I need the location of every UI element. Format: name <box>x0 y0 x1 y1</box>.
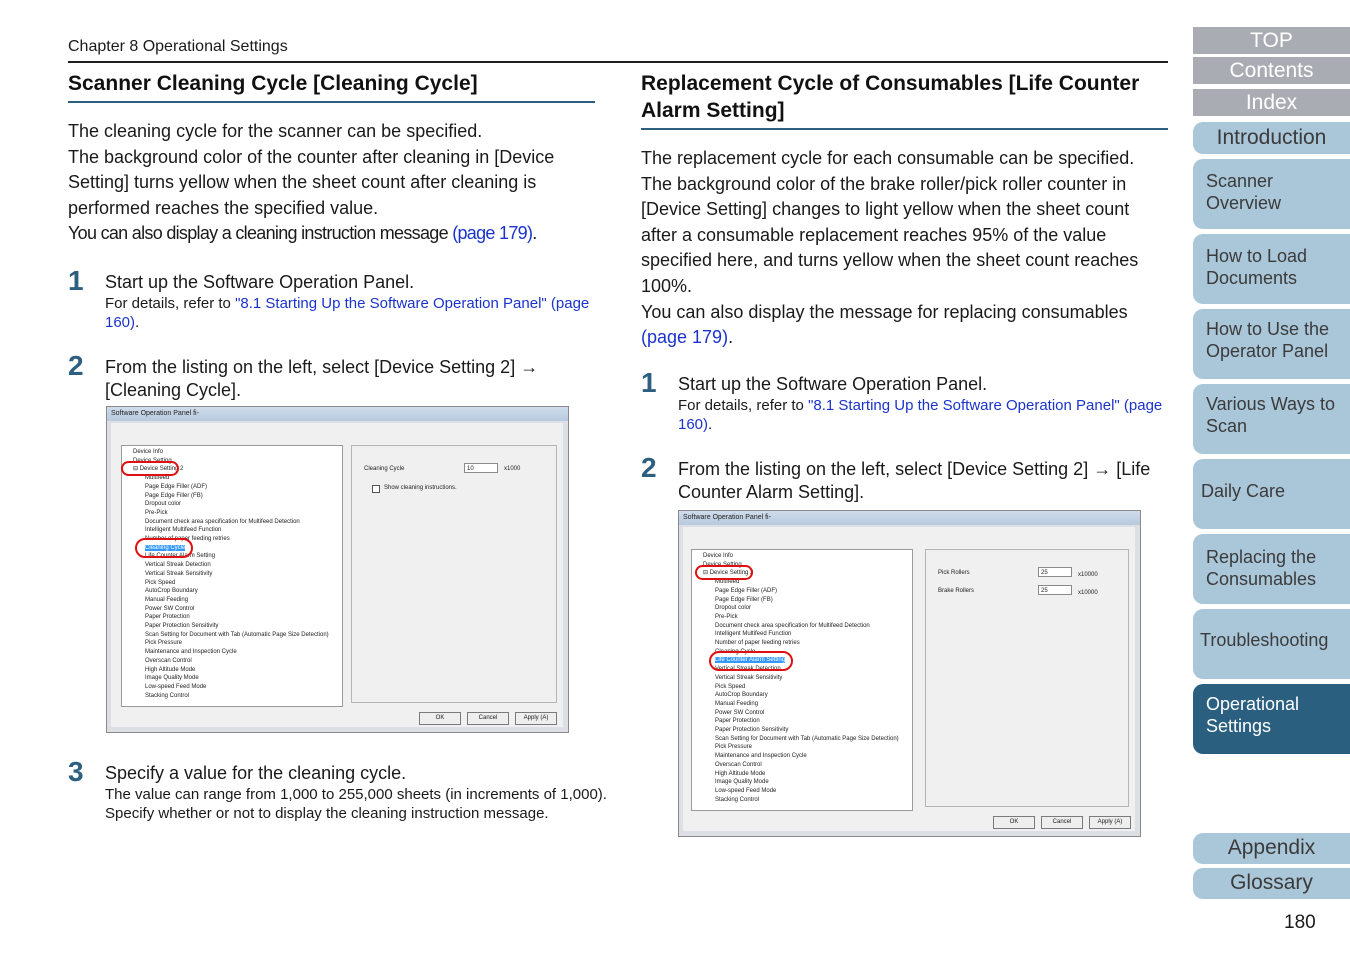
tree-item[interactable] <box>125 692 339 701</box>
highlight-ring <box>709 648 793 671</box>
tree-item-label: High Altitude Mode <box>715 770 766 777</box>
right-column <box>641 70 1168 504</box>
right-intro-3 <box>641 300 1168 351</box>
tree-item-label: Page Edge Filler (FB) <box>715 596 773 603</box>
left-note-text: You can also display a cleaning instruction message <box>68 223 453 244</box>
tree-item[interactable] <box>695 604 909 613</box>
tree-item[interactable] <box>125 648 339 657</box>
window-title: Software Operation Panel fi- <box>107 407 568 421</box>
nav-section-troubleshooting[interactable]: Troubleshooting <box>1193 609 1350 679</box>
right-step-1 <box>641 366 1168 434</box>
tree-item-label: Device Setting <box>133 457 172 464</box>
tree-item[interactable] <box>125 674 339 683</box>
tree-item-label: Overscan Control <box>145 657 192 664</box>
tree-item-label: Low-speed Feed Mode <box>145 683 207 690</box>
settings-tree[interactable] <box>691 549 913 811</box>
tree-item[interactable] <box>695 683 909 692</box>
left-note-end: . <box>532 223 537 244</box>
tree-item-label: Image Quality Mode <box>145 675 199 682</box>
tree-item-label: Number of paper feeding retries <box>145 536 230 543</box>
step-number: 2 <box>68 350 84 382</box>
left-step-1 <box>68 265 595 332</box>
tree-item-label: Multifeed <box>145 475 170 482</box>
right-intro-end: . <box>728 327 734 348</box>
tree-item[interactable] <box>695 630 909 639</box>
step-detail-post: . <box>708 415 713 433</box>
step-detail <box>105 294 595 332</box>
apply-button[interactable]: Apply (A) <box>1089 816 1131 829</box>
tree-item[interactable] <box>695 787 909 796</box>
nav-section-ways-to-scan[interactable]: Various Ways to Scan <box>1193 384 1350 454</box>
checkbox-label: Show cleaning instructions. <box>384 485 457 491</box>
nav-top-button[interactable]: TOP <box>1193 27 1350 54</box>
nav-section-daily-care[interactable]: Daily Care <box>1193 459 1350 529</box>
tree-item-label: Page Edge Filler (ADF) <box>715 587 778 594</box>
ok-button[interactable]: OK <box>993 816 1035 829</box>
right-intro-link[interactable]: (page 179) <box>641 327 729 348</box>
left-intro-1: The cleaning cycle for the scanner can be specified. <box>68 121 483 141</box>
field-label: Cleaning Cycle <box>364 466 405 472</box>
apply-button[interactable]: Apply (A) <box>515 712 557 725</box>
tree-item-label: Paper Protection Sensitivity <box>145 623 219 630</box>
step-title: Specify a value for the cleaning cycle. <box>105 763 407 783</box>
tree-item[interactable] <box>125 570 339 579</box>
tree-item-label: Page Edge Filler (ADF) <box>145 483 208 490</box>
tree-item[interactable] <box>125 639 339 648</box>
nav-index-button[interactable]: Index <box>1193 89 1350 116</box>
step-detail-pre: For details, refer to <box>105 295 236 313</box>
tree-item-label: Life Counter Alarm Setting <box>715 657 786 664</box>
nav-section-operational-settings[interactable]: Operational Settings <box>1193 684 1350 754</box>
step-detail-pre: For details, refer to <box>678 396 809 414</box>
left-step-2 <box>68 350 595 402</box>
tree-item[interactable] <box>695 639 909 648</box>
tree-item-label: AutoCrop Boundary <box>715 692 768 699</box>
pick-rollers-input[interactable]: 25 <box>1038 567 1072 577</box>
left-section-title: Scanner Cleaning Cycle [Cleaning Cycle] <box>68 72 478 95</box>
left-step-3 <box>68 756 632 823</box>
tree-item-label: Document check area specification for Multifeed Detection <box>715 622 870 629</box>
step-detail: The value can range from 1,000 to 255,000 sheets (in increments of 1,000). <box>105 786 607 803</box>
tree-item-label: Number of paper feeding retries <box>715 640 800 647</box>
right-intro-1: The replacement cycle for each consumable can be specified. <box>641 148 1135 168</box>
settings-panel <box>351 445 557 703</box>
tree-item-label: Paper Protection <box>145 614 190 621</box>
tree-item-label: Pick Speed <box>715 683 746 690</box>
step-detail-link[interactable]: "8.1 Starting Up the Software Operation Panel" (page 160) <box>105 295 590 332</box>
tree-item-label: Vertical Streak Sensitivity <box>145 570 213 577</box>
tree-item-label: Vertical Streak Detection <box>715 666 781 673</box>
tree-item-label: Cleaning Cycle <box>715 648 756 655</box>
tree-item[interactable] <box>695 770 909 779</box>
tree-item[interactable] <box>125 579 339 588</box>
tree-item-label: Pick Pressure <box>715 744 753 751</box>
left-column <box>68 70 595 402</box>
left-note-link[interactable]: (page 179) <box>452 223 533 244</box>
brake-rollers-input[interactable]: 25 <box>1038 585 1072 595</box>
cancel-button[interactable]: Cancel <box>467 712 509 725</box>
nav-introduction[interactable]: Introduction <box>1193 122 1350 154</box>
step-number: 1 <box>68 265 84 297</box>
tree-item[interactable] <box>125 518 339 527</box>
tree-item[interactable] <box>695 743 909 752</box>
field-unit: x10000 <box>1078 590 1098 596</box>
tree-item[interactable] <box>125 622 339 631</box>
tree-item[interactable] <box>125 587 339 596</box>
tree-item-label: Cleaning Cycle <box>145 544 186 551</box>
cancel-button[interactable]: Cancel <box>1041 816 1083 829</box>
tree-item-label: Page Edge Filler (FB) <box>145 492 203 499</box>
settings-panel <box>925 549 1129 807</box>
tree-item-label: Life Counter Alarm Setting <box>145 553 216 560</box>
step-title: From the listing on the left, select [Device Setting 2] → [Life Counter Alarm Setting]. <box>678 458 1151 502</box>
tree-item-label: Image Quality Mode <box>715 779 769 786</box>
tree-item-label: Device Info <box>133 449 164 455</box>
tree-item-label: Vertical Streak Detection <box>145 562 211 569</box>
right-step-2 <box>641 451 1168 504</box>
tree-item[interactable] <box>125 596 339 605</box>
tree-item[interactable] <box>695 735 909 744</box>
tree-item[interactable] <box>125 448 339 457</box>
tree-item-label: Paper Protection Sensitivity <box>715 727 789 734</box>
tree-item[interactable] <box>125 509 339 518</box>
tree-item-label: Intelligent Multifeed Function <box>145 527 222 534</box>
settings-tree[interactable] <box>121 445 343 707</box>
tree-item-label: Dropout color <box>715 605 752 612</box>
tree-item-label: Low-speed Feed Mode <box>715 787 777 794</box>
tree-item-label: Device Setting <box>703 561 742 568</box>
tree-item-label: Overscan Control <box>715 761 762 768</box>
tree-item[interactable] <box>695 726 909 735</box>
tree-item-label: Multifeed <box>715 579 740 586</box>
highlight-ring <box>121 461 179 476</box>
right-intro-3-text: You can also display the message for replacing consumables <box>641 301 1128 322</box>
step-detail: Specify whether or not to display the cleaning instruction message. <box>105 805 549 822</box>
pick-rollers-label: Pick Rollers <box>938 570 970 576</box>
right-title-rule <box>641 128 1168 130</box>
step-title: Start up the Software Operation Panel. <box>105 272 415 293</box>
tree-item[interactable] <box>695 761 909 770</box>
life-counter-screenshot <box>678 510 1141 837</box>
field-unit: x1000 <box>504 466 521 472</box>
tree-item-label: Paper Protection <box>715 718 760 725</box>
tree-item[interactable] <box>125 526 339 535</box>
nav-appendix-button[interactable]: Appendix <box>1193 833 1350 864</box>
tree-item[interactable] <box>695 778 909 787</box>
tree-item[interactable] <box>695 552 909 561</box>
tree-item-label: Maintenance and Inspection Cycle <box>145 649 237 656</box>
brake-rollers-label: Brake Rollers <box>938 588 975 594</box>
tree-item[interactable] <box>695 622 909 631</box>
tree-item[interactable] <box>695 691 909 700</box>
tree-item[interactable] <box>695 674 909 683</box>
tree-item-label: Manual Feeding <box>715 700 759 707</box>
tree-item[interactable] <box>695 752 909 761</box>
ok-button[interactable]: OK <box>419 712 461 725</box>
tree-item[interactable] <box>695 796 909 805</box>
step-number: 3 <box>68 756 84 787</box>
tree-item-label: Pick Speed <box>145 579 176 586</box>
tree-item[interactable] <box>695 700 909 709</box>
tree-item[interactable] <box>125 657 339 666</box>
tree-item[interactable] <box>125 500 339 509</box>
show-instructions-checkbox[interactable] <box>372 485 380 493</box>
highlight-ring <box>695 565 753 580</box>
cleaning-cycle-screenshot <box>106 406 569 733</box>
step-title: Start up the Software Operation Panel. <box>678 373 988 394</box>
step-detail <box>678 396 1168 434</box>
tree-item-label: Vertical Streak Sensitivity <box>715 674 783 681</box>
tree-item-label: Intelligent Multifeed Function <box>715 631 792 638</box>
nav-section-scanner-overview[interactable]: Scanner Overview <box>1193 159 1350 229</box>
nav-section-operator-panel[interactable]: How to Use the Operator Panel <box>1193 309 1350 379</box>
step-title: From the listing on the left, select [Device Setting 2] → [Cleaning Cycle]. <box>105 357 539 401</box>
window-title: Software Operation Panel fi- <box>679 511 1140 525</box>
tree-item-label: Power SW Control <box>715 709 765 716</box>
step-number: 1 <box>641 366 657 398</box>
chapter-header: Chapter 8 Operational Settings <box>68 38 288 55</box>
nav-glossary-button[interactable]: Glossary <box>1193 868 1350 899</box>
tree-item[interactable] <box>125 605 339 614</box>
tree-item[interactable] <box>695 587 909 596</box>
left-intro-2: The background color of the counter after cleaning in [Device Setting] turns yellow when the sheet count after cleaning is performed reaches the specified value. <box>68 146 555 218</box>
tree-item[interactable] <box>695 596 909 605</box>
step-detail-post: . <box>135 314 140 332</box>
tree-item[interactable] <box>695 613 909 622</box>
tree-item-label: Stacking Control <box>145 692 190 699</box>
tree-item[interactable] <box>125 483 339 492</box>
tree-item-label: Pre-Pick <box>715 613 738 620</box>
right-section-title: Replacement Cycle of Consumables [Life Counter Alarm Setting] <box>641 72 1140 122</box>
cleaning-cycle-input[interactable]: 10 <box>464 463 498 473</box>
tree-item-label: Power SW Control <box>145 605 195 612</box>
page-number: 180 <box>1284 912 1316 933</box>
tree-item-label: Pick Pressure <box>145 640 183 647</box>
tree-item-label: Device Info <box>703 553 734 559</box>
left-title-rule <box>68 101 595 103</box>
tree-item-label: Manual Feeding <box>145 596 189 603</box>
nav-contents-button[interactable]: Contents <box>1193 57 1350 84</box>
step-detail-link[interactable]: "8.1 Starting Up the Software Operation Panel" (page 160) <box>678 396 1163 433</box>
tree-item[interactable] <box>125 561 339 570</box>
tree-item-label: AutoCrop Boundary <box>145 588 198 595</box>
tree-item-label: Stacking Control <box>715 796 760 803</box>
tree-item[interactable] <box>125 613 339 622</box>
tree-item[interactable] <box>695 717 909 726</box>
tree-item-label: Maintenance and Inspection Cycle <box>715 753 807 760</box>
nav-section-load-documents[interactable]: How to Load Documents <box>1193 234 1350 304</box>
step-number: 2 <box>641 451 657 483</box>
left-note <box>68 221 595 246</box>
tree-item[interactable] <box>125 631 339 640</box>
tree-item-label: ⊟ Device Setting 2 <box>703 570 754 577</box>
tree-item-label: Pre-Pick <box>145 509 168 516</box>
tree-item-label: ⊟ Device Setting 2 <box>133 466 184 473</box>
tree-item[interactable] <box>125 683 339 692</box>
tree-item-label: Scan Setting for Document with Tab (Automatic Page Size Detection) <box>715 735 899 742</box>
header-rule <box>68 61 1168 63</box>
field-unit: x10000 <box>1078 572 1098 578</box>
tree-item[interactable] <box>125 666 339 675</box>
tree-item[interactable] <box>695 709 909 718</box>
tree-item-label: Document check area specification for Multifeed Detection <box>145 518 300 525</box>
tree-item-label: Dropout color <box>145 501 182 508</box>
tree-item-label: Scan Setting for Document with Tab (Automatic Page Size Detection) <box>145 631 329 638</box>
tree-item-label: High Altitude Mode <box>145 666 196 673</box>
nav-section-replacing-consumables[interactable]: Replacing the Consumables <box>1193 534 1350 604</box>
right-intro-2: The background color of the brake roller/pick roller counter in [Device Setting] changes to light yellow when the sheet count after a consumable replacement reaches 95% of the value specified here, and turns yellow when the sheet count reaches 100%. <box>641 173 1139 296</box>
highlight-ring <box>135 538 193 558</box>
tree-item[interactable] <box>125 492 339 501</box>
